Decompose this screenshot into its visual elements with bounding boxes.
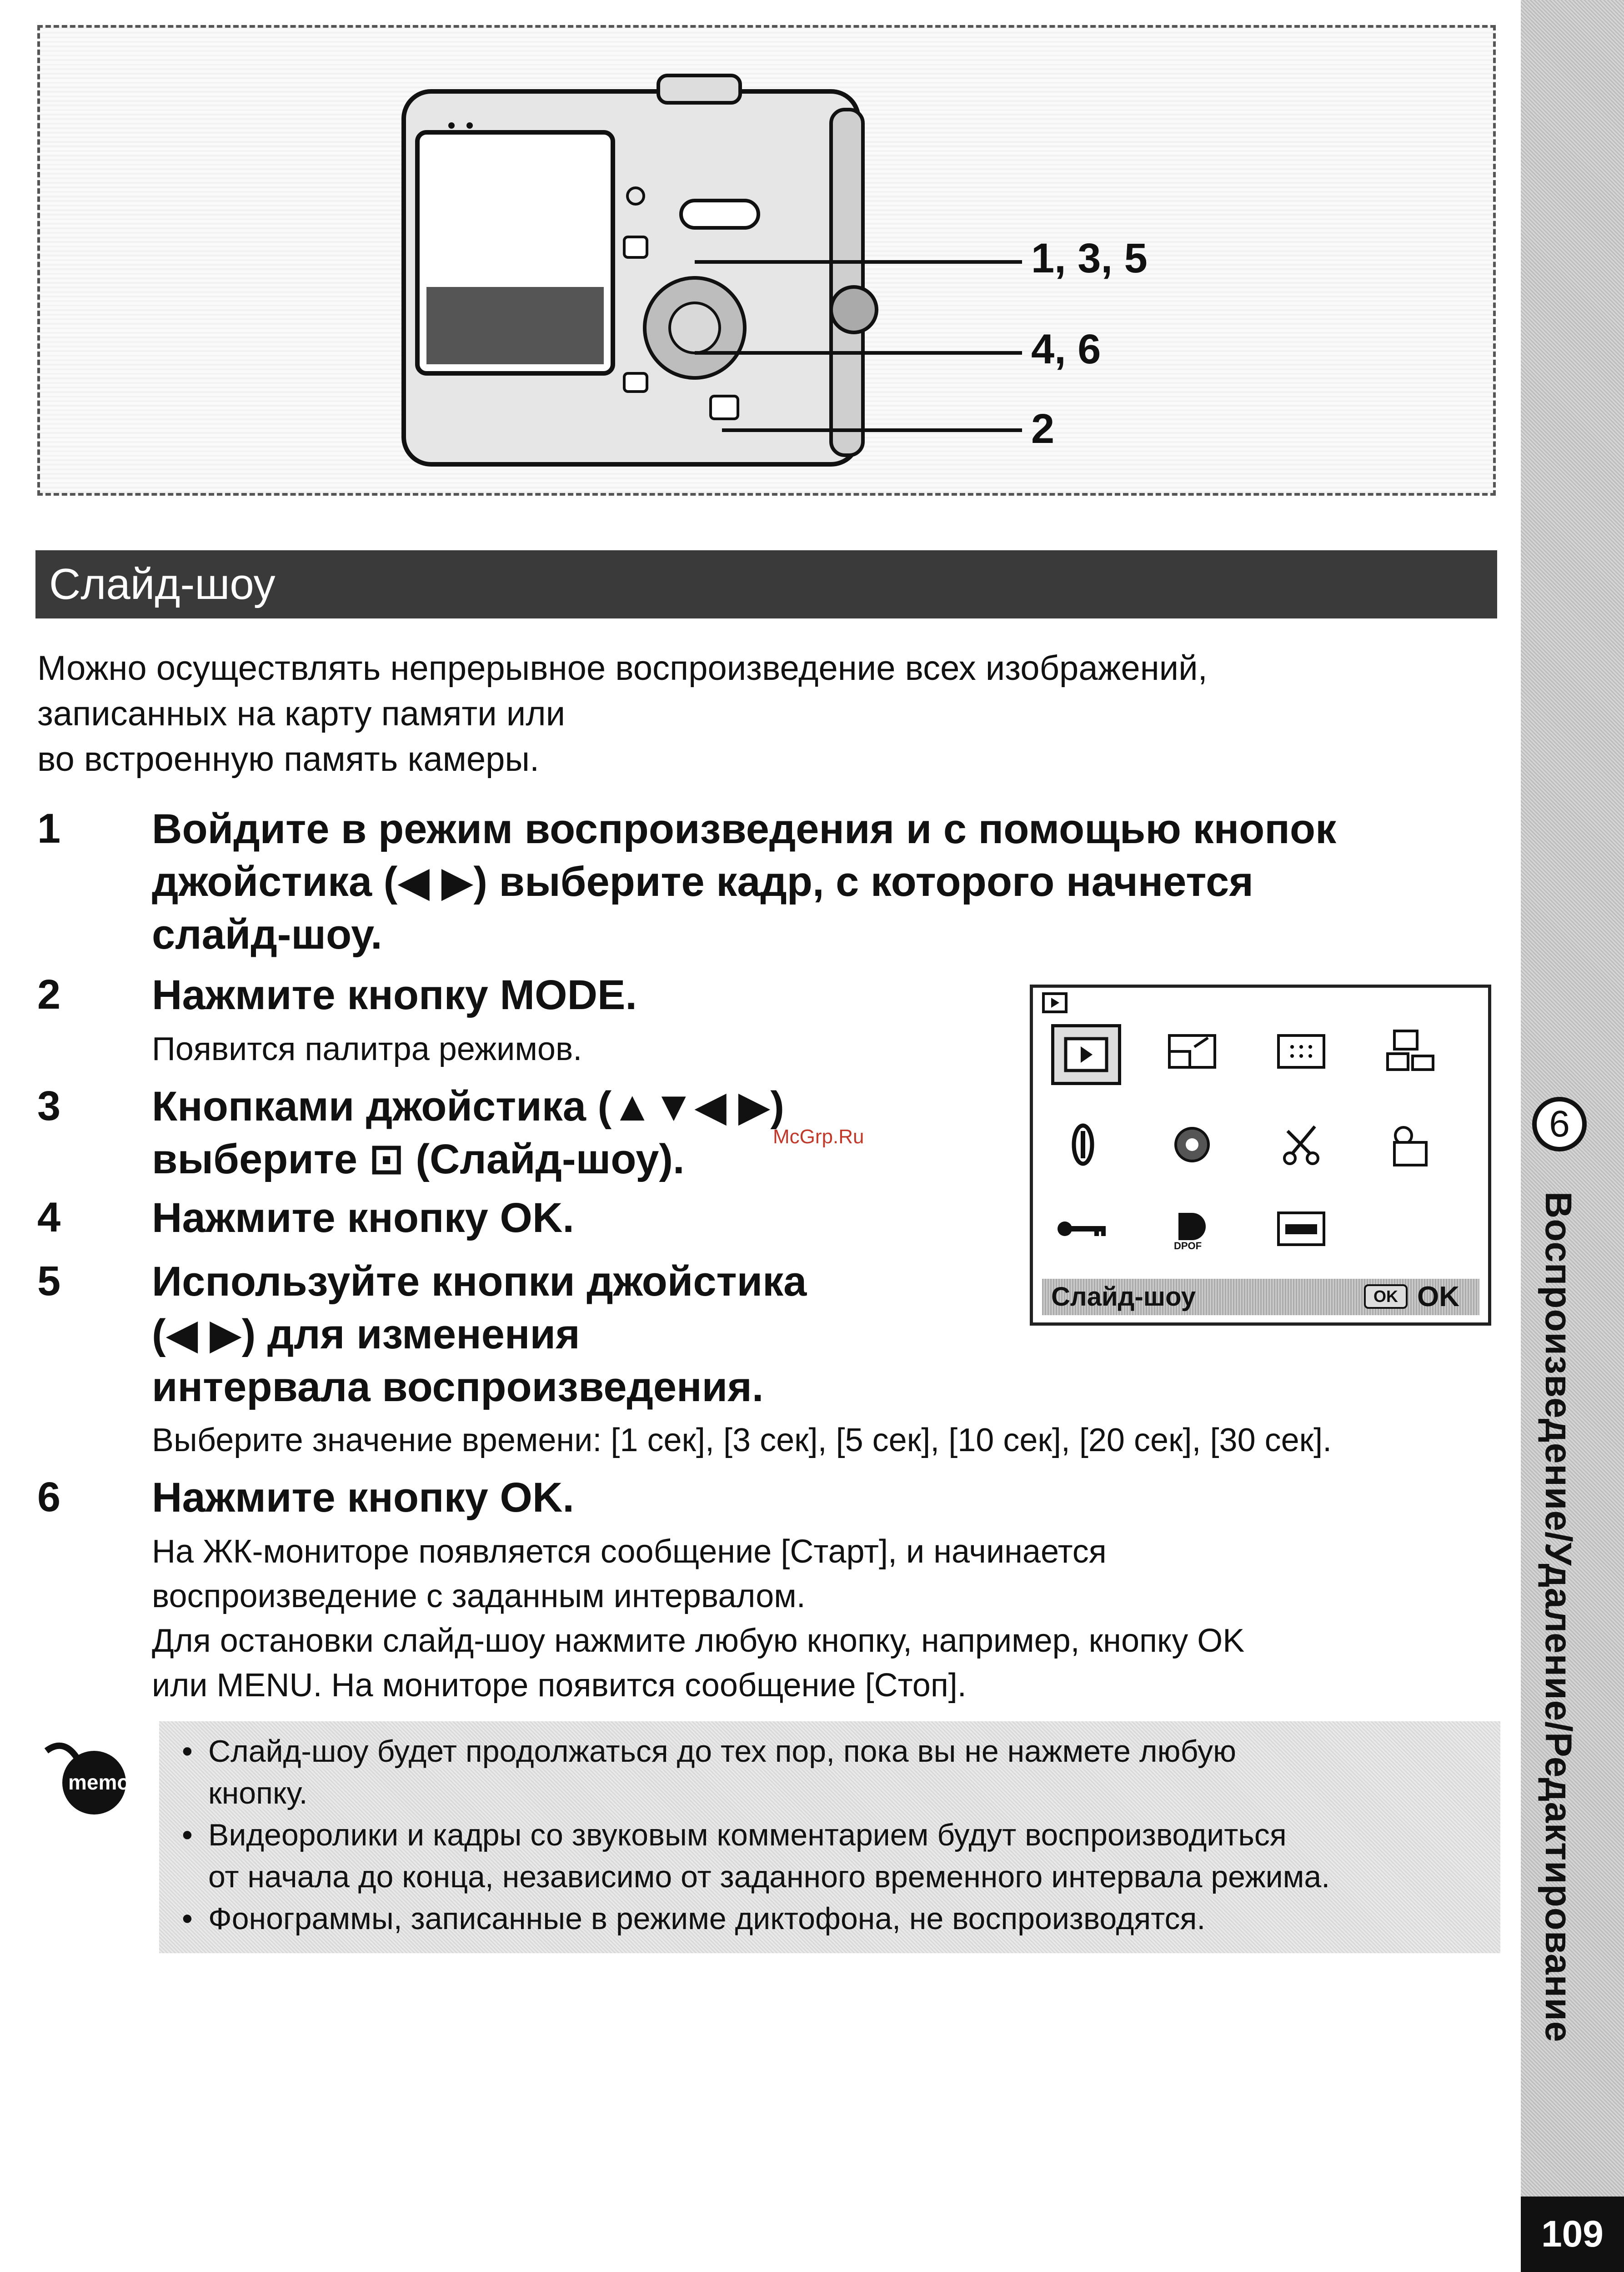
step-title-line: интервала воспроизведения.	[152, 1364, 764, 1410]
dpof-icon[interactable]	[1160, 1201, 1224, 1256]
svg-text:DPOF: DPOF	[1174, 1240, 1202, 1252]
step-description-line: воспроизведение с заданным интервалом.	[152, 1578, 806, 1614]
frame-composite-icon[interactable]	[1378, 1117, 1442, 1172]
callout-2: 2	[1031, 406, 1055, 452]
svg-text:memo: memo	[68, 1770, 130, 1794]
chapter-number-badge: 6	[1532, 1097, 1587, 1151]
memo-item: • Слайд-шоу будет продолжаться до тех пор, пока вы не нажмете любую	[182, 1734, 1236, 1769]
chapter-title: Воспроизведение/Удаление/Редактирование	[1538, 1191, 1579, 2043]
step-title-line: Кнопками джойстика (▲▼◀ ▶)	[152, 1083, 784, 1130]
step-description-line: Выберите значение времени: [1 сек], [3 сек], [5 сек], [10 сек], [20 сек], [30 сек].	[152, 1422, 1332, 1458]
step-number: 6	[37, 1474, 61, 1520]
section-header	[35, 550, 1497, 618]
camera-illustration	[40, 28, 1493, 493]
intro-line: записанных на карту памяти или	[37, 694, 566, 733]
callout-1-3-5: 1, 3, 5	[1031, 235, 1148, 281]
palette-selected-label: Слайд-шоу	[1051, 1282, 1196, 1312]
step-title-line: Нажмите кнопку OK.	[152, 1474, 574, 1521]
intro-line: Можно осуществлять непрерывное воспроизведение всех изображений,	[37, 649, 1208, 688]
step-description-line: или MENU. На мониторе появится сообщение [Стоп].	[152, 1667, 967, 1704]
page-number: 109	[1521, 2197, 1624, 2272]
index-icon[interactable]	[1269, 1024, 1333, 1079]
intro-paragraph	[37, 646, 1492, 782]
memo-item-cont: от начала до конца, независимо от заданного временного интервала режима.	[208, 1860, 1330, 1894]
step-title-line: Нажмите кнопку OK.	[152, 1195, 574, 1241]
step-title-line: Войдите в режим воспроизведения и с помощью кнопок	[152, 806, 1337, 852]
step-title-line: (◀ ▶) для изменения	[152, 1311, 580, 1357]
step-description-line: Для остановки слайд-шоу нажмите любую кнопку, например, кнопку OK	[152, 1623, 1245, 1659]
step-title-line: выберите ⊡ (Слайд-шоу).	[152, 1136, 685, 1182]
ok-label: OK	[1417, 1281, 1459, 1312]
chapter-title-wrap	[1537, 1191, 1600, 2183]
memo-item-cont: кнопку.	[208, 1776, 308, 1810]
watermark-text: McGrp.Ru	[773, 1126, 864, 1148]
memo-item: • Видеоролики и кадры со звуковым комментарием будут воспроизводиться	[182, 1818, 1287, 1852]
step-number: 1	[37, 805, 61, 852]
step-number: 4	[37, 1194, 61, 1241]
memo-box	[159, 1721, 1500, 1953]
step-title-line: слайд-шоу.	[152, 911, 382, 958]
step-description-line: Появится палитра режимов.	[152, 1031, 582, 1067]
section-title: Слайд-шоу	[49, 560, 276, 608]
camera-figure	[37, 25, 1496, 496]
intro-line: во встроенную память камеры.	[37, 740, 540, 779]
step-number: 3	[37, 1083, 61, 1129]
resize-icon[interactable]	[1160, 1024, 1224, 1079]
step-number: 5	[37, 1258, 61, 1304]
startup-screen-icon[interactable]	[1269, 1201, 1333, 1256]
step-title-line: Используйте кнопки джойстика	[152, 1258, 807, 1305]
rotate-icon[interactable]	[1051, 1117, 1115, 1172]
playback-mode-icon	[1042, 992, 1069, 1015]
callout-4-6: 4, 6	[1031, 326, 1101, 372]
ok-button-icon: OK	[1364, 1284, 1408, 1309]
color-filter-icon[interactable]	[1160, 1117, 1224, 1172]
trimming-icon[interactable]	[1269, 1117, 1333, 1172]
step-title-line: джойстика (◀ ▶) выберите кадр, с которого начнется	[152, 859, 1253, 905]
step-description-line: На ЖК-мониторе появляется сообщение [Старт], и начинается	[152, 1533, 1107, 1570]
step-number: 2	[37, 971, 61, 1018]
memo-icon	[37, 1733, 133, 1819]
mode-palette-screen	[1030, 985, 1491, 1326]
slideshow-icon[interactable]	[1051, 1024, 1121, 1085]
step-title-line: Нажмите кнопку MODE.	[152, 972, 637, 1018]
protect-icon[interactable]	[1051, 1201, 1115, 1256]
palette-footer-bar	[1042, 1279, 1479, 1315]
copy-image-icon[interactable]	[1378, 1024, 1442, 1079]
memo-item: • Фонограммы, записанные в режиме диктофона, не воспроизводятся.	[182, 1901, 1206, 1936]
